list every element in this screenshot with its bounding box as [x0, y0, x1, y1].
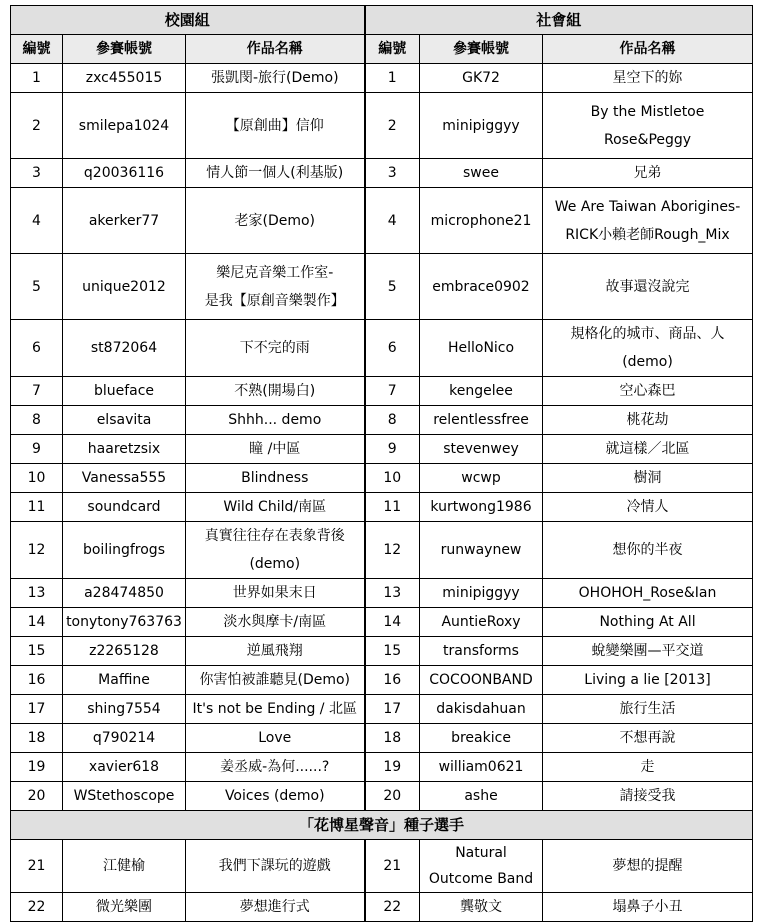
- public-work: Living a lie [2013]: [543, 666, 753, 695]
- campus-number: 8: [11, 406, 63, 435]
- campus-number: 17: [11, 695, 63, 724]
- public-account: swee: [420, 159, 543, 188]
- campus-account: a28474850: [63, 579, 186, 608]
- campus-work: Shhh... demo: [186, 406, 365, 435]
- campus-work: 你害怕被誰聽見(Demo): [186, 666, 365, 695]
- public-work: Nothing At All: [543, 608, 753, 637]
- public-work-line: RICK小賴老師Rough_Mix: [565, 226, 730, 243]
- public-number: 11: [365, 493, 420, 522]
- campus-account: 江健榆: [63, 840, 186, 893]
- campus-account: soundcard: [63, 493, 186, 522]
- table-row: [11, 637, 753, 666]
- public-work-line: We Are Taiwan Aborigines-: [554, 198, 741, 215]
- public-number: 8: [365, 406, 420, 435]
- public-work-line: (demo): [622, 354, 673, 370]
- public-number: 16: [365, 666, 420, 695]
- public-number: 13: [365, 579, 420, 608]
- public-account: 龔敬文: [420, 893, 543, 922]
- public-account: minipiggyy: [420, 579, 543, 608]
- public-work: 請接受我: [543, 782, 753, 811]
- public-account: kengelee: [420, 377, 543, 406]
- campus-work-line: 樂尼克音樂工作室-: [216, 264, 334, 281]
- campus-number: 2: [11, 93, 63, 159]
- campus-work: 夢想進行式: [186, 893, 365, 922]
- campus-work: 我們下課玩的遊戲: [186, 840, 365, 893]
- campus-account: blueface: [63, 377, 186, 406]
- public-number: 17: [365, 695, 420, 724]
- public-account: [420, 840, 543, 893]
- public-account: william0621: [420, 753, 543, 782]
- campus-work: 情人節一個人(利基版): [186, 159, 365, 188]
- campus-account: Maffine: [63, 666, 186, 695]
- public-number: 1: [365, 64, 420, 93]
- table-row: [11, 666, 753, 695]
- table-row: [11, 159, 753, 188]
- campus-work-line: (demo): [249, 556, 301, 572]
- campus-account: Vanessa555: [63, 464, 186, 493]
- campus-work: 下不完的雨: [186, 320, 365, 377]
- table-row: [11, 188, 753, 254]
- public-account: dakisdahuan: [420, 695, 543, 724]
- public-account: transforms: [420, 637, 543, 666]
- campus-work: 世界如果末日: [186, 579, 365, 608]
- campus-work: 老家(Demo): [186, 188, 365, 254]
- campus-number: 22: [11, 893, 63, 922]
- contest-entries-table: [10, 5, 753, 922]
- public-number-header: 編號: [365, 35, 420, 64]
- public-account: ashe: [420, 782, 543, 811]
- public-work-header: 作品名稱: [543, 35, 753, 64]
- public-work: 不想再說: [543, 724, 753, 753]
- public-number: 7: [365, 377, 420, 406]
- campus-work: 張凱閔-旅行(Demo): [186, 64, 365, 93]
- public-work: 故事還沒說完: [543, 254, 753, 320]
- campus-work-line: 是我【原創音樂製作】: [204, 292, 345, 309]
- table-row: [11, 608, 753, 637]
- campus-account: q790214: [63, 724, 186, 753]
- table-row: [11, 435, 753, 464]
- public-number: 22: [365, 893, 420, 922]
- public-account-header: 參賽帳號: [420, 35, 543, 64]
- table-row: [11, 724, 753, 753]
- table-row: [11, 522, 753, 579]
- campus-work: 姜丞威-為何......?: [186, 753, 365, 782]
- public-account-line: Natural: [455, 845, 507, 861]
- campus-number: 5: [11, 254, 63, 320]
- public-work-line: By the Mistletoe: [590, 103, 705, 120]
- campus-work: [186, 522, 365, 579]
- campus-account: st872064: [63, 320, 186, 377]
- public-account: wcwp: [420, 464, 543, 493]
- table-row: [11, 493, 753, 522]
- campus-number: 19: [11, 753, 63, 782]
- campus-number: 13: [11, 579, 63, 608]
- public-number: 20: [365, 782, 420, 811]
- campus-number: 1: [11, 64, 63, 93]
- public-work: [543, 188, 753, 254]
- public-number: 4: [365, 188, 420, 254]
- table-row: [11, 695, 753, 724]
- table-row: [11, 840, 753, 893]
- campus-work: Voices (demo): [186, 782, 365, 811]
- campus-work: Love: [186, 724, 365, 753]
- public-work-line: Rose&Peggy: [603, 131, 692, 148]
- campus-account: zxc455015: [63, 64, 186, 93]
- campus-work: Wild Child/南區: [186, 493, 365, 522]
- campus-work: 逆風飛翔: [186, 637, 365, 666]
- campus-account: boilingfrogs: [63, 522, 186, 579]
- seed-section-title: 「花博星聲音」種子選手: [11, 811, 753, 840]
- public-account: kurtwong1986: [420, 493, 543, 522]
- table-row: [11, 579, 753, 608]
- campus-work: 瞳 /中區: [186, 435, 365, 464]
- campus-work: It's not be Ending / 北區: [186, 695, 365, 724]
- table-row: [11, 753, 753, 782]
- public-work: 星空下的妳: [543, 64, 753, 93]
- campus-work: Blindness: [186, 464, 365, 493]
- public-work: [543, 93, 753, 159]
- public-number: 18: [365, 724, 420, 753]
- campus-number: 15: [11, 637, 63, 666]
- table-row: [11, 464, 753, 493]
- public-account: relentlessfree: [420, 406, 543, 435]
- public-work: 想你的半夜: [543, 522, 753, 579]
- campus-account: WStethoscope: [63, 782, 186, 811]
- campus-work: 【原創曲】信仰: [186, 93, 365, 159]
- campus-number-header: 編號: [11, 35, 63, 64]
- campus-number: 14: [11, 608, 63, 637]
- campus-account: tonytony763763: [63, 608, 186, 637]
- public-number: 9: [365, 435, 420, 464]
- public-work: 旅行生活: [543, 695, 753, 724]
- campus-number: 12: [11, 522, 63, 579]
- campus-account: unique2012: [63, 254, 186, 320]
- public-work: 塌鼻子小丑: [543, 893, 753, 922]
- public-work: 桃花劫: [543, 406, 753, 435]
- campus-account: smilepa1024: [63, 93, 186, 159]
- table-row: [11, 320, 753, 377]
- public-work: 冷情人: [543, 493, 753, 522]
- table-row: [11, 93, 753, 159]
- campus-account: xavier618: [63, 753, 186, 782]
- public-work: 走: [543, 753, 753, 782]
- public-number: 3: [365, 159, 420, 188]
- public-number: 10: [365, 464, 420, 493]
- campus-work-line: 真實往往存在表象背後: [204, 528, 345, 544]
- campus-work-header: 作品名稱: [186, 35, 365, 64]
- campus-work: 不熟(開場白): [186, 377, 365, 406]
- campus-number: 10: [11, 464, 63, 493]
- public-account: AuntieRoxy: [420, 608, 543, 637]
- public-account: HelloNico: [420, 320, 543, 377]
- campus-account-header: 參賽帳號: [63, 35, 186, 64]
- campus-number: 3: [11, 159, 63, 188]
- table-row: [11, 64, 753, 93]
- public-work-line: 規格化的城市、商品、人: [570, 326, 725, 342]
- public-account: embrace0902: [420, 254, 543, 320]
- campus-number: 7: [11, 377, 63, 406]
- public-account: GK72: [420, 64, 543, 93]
- public-account: COCOONBAND: [420, 666, 543, 695]
- table-row: [11, 254, 753, 320]
- campus-work: [186, 254, 365, 320]
- campus-number: 6: [11, 320, 63, 377]
- campus-account: haaretzsix: [63, 435, 186, 464]
- campus-account: elsavita: [63, 406, 186, 435]
- table-row: [11, 377, 753, 406]
- campus-number: 21: [11, 840, 63, 893]
- public-number: 21: [365, 840, 420, 893]
- public-account: microphone21: [420, 188, 543, 254]
- public-number: 5: [365, 254, 420, 320]
- public-work: 蛻變樂團—平交道: [543, 637, 753, 666]
- campus-account: akerker77: [63, 188, 186, 254]
- campus-number: 9: [11, 435, 63, 464]
- public-work: 樹洞: [543, 464, 753, 493]
- public-number: 19: [365, 753, 420, 782]
- public-work: 就這樣／北區: [543, 435, 753, 464]
- public-account: breakice: [420, 724, 543, 753]
- public-work: 夢想的提醒: [543, 840, 753, 893]
- public-work: 兄弟: [543, 159, 753, 188]
- public-number: 2: [365, 93, 420, 159]
- campus-number: 11: [11, 493, 63, 522]
- public-number: 15: [365, 637, 420, 666]
- table-row: [11, 893, 753, 922]
- campus-work: 淡水與摩卡/南區: [186, 608, 365, 637]
- campus-group-header: 校園組: [11, 6, 365, 35]
- table-row: [11, 782, 753, 811]
- public-number: 14: [365, 608, 420, 637]
- public-work: 空心森巴: [543, 377, 753, 406]
- campus-account: q20036116: [63, 159, 186, 188]
- campus-account: z2265128: [63, 637, 186, 666]
- campus-number: 20: [11, 782, 63, 811]
- public-work: [543, 320, 753, 377]
- public-number: 6: [365, 320, 420, 377]
- public-account: runwaynew: [420, 522, 543, 579]
- campus-number: 4: [11, 188, 63, 254]
- campus-number: 18: [11, 724, 63, 753]
- public-group-header: 社會組: [365, 6, 753, 35]
- public-work: OHOHOH_Rose&Ian: [543, 579, 753, 608]
- table-row: [11, 406, 753, 435]
- campus-account: shing7554: [63, 695, 186, 724]
- campus-number: 16: [11, 666, 63, 695]
- public-account: minipiggyy: [420, 93, 543, 159]
- public-account: stevenwey: [420, 435, 543, 464]
- public-number: 12: [365, 522, 420, 579]
- campus-account: 微光樂團: [63, 893, 186, 922]
- public-account-line: Outcome Band: [428, 871, 534, 887]
